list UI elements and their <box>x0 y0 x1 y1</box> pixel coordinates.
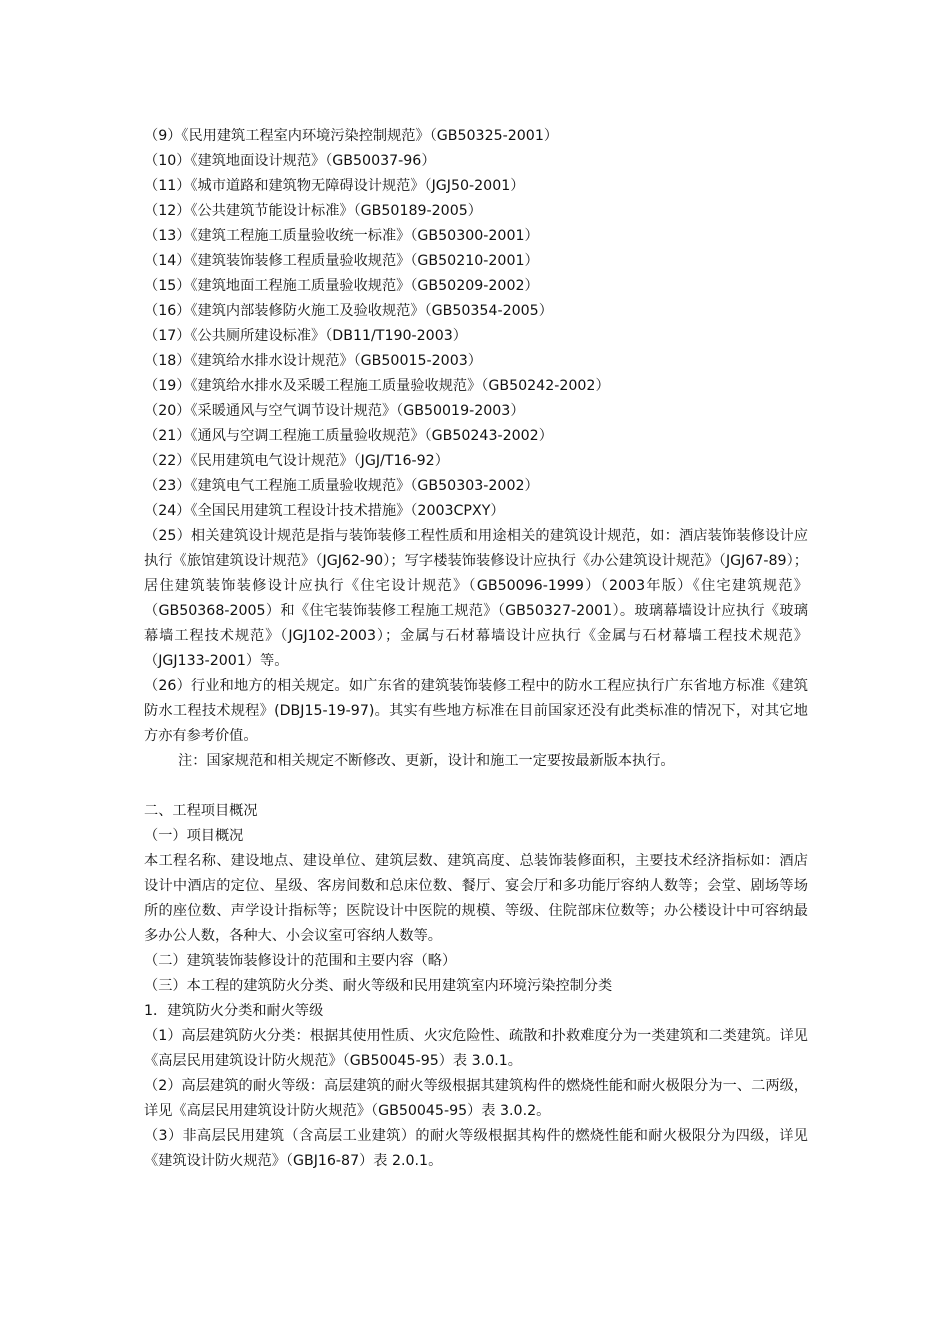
list-item: （11）《城市道路和建筑物无障碍设计规范》（JGJ50-2001） <box>144 178 525 194</box>
list-item: （23）《建筑电气工程施工质量验收规范》（GB50303-2002） <box>144 478 539 494</box>
list-item: （10）《建筑地面设计规范》（GB50037-96） <box>144 153 436 169</box>
list-item: （17）《公共厕所建设标准》（DB11/T190-2003） <box>144 328 467 344</box>
blank-line <box>144 774 808 799</box>
item-25-paragraph: （25）相关建筑设计规范是指与装饰装修工程性质和用途相关的建筑设计规范，如：酒店装饰装修设计应执行《旅馆建筑设计规范》（JGJ62-90）；写字楼装饰装修设计应执行《办公建筑设计规范》（JGJ67-89）；居住建筑装饰装修设计应执行《住宅设计规范》（GB50096-1999）（2003年版）《住宅建筑规范》（GB50368-2005）和《住宅装饰装修工程施工规范》（GB50327-2001）。玻璃幕墙设计应执行《玻璃幕墙工程技术规范》（JGJ102-2003）；金属与石材幕墙设计应执行《金属与石材幕墙工程技术规范》（JGJ133-2001）等。 <box>144 528 808 669</box>
fire-rating-paragraph: （2）高层建筑的耐火等级：高层建筑的耐火等级根据其建筑构件的燃烧性能和耐火极限分为一、二两级，详见《高层民用建筑设计防火规范》（GB50045-95）表 3.0.2。 <box>144 1078 808 1119</box>
list-item: （12）《公共建筑节能设计标准》（GB50189-2005） <box>144 203 482 219</box>
list-item: （22）《民用建筑电气设计规范》（JGJ/T16-92） <box>144 453 449 469</box>
list-item: （16）《建筑内部装修防火施工及验收规范》（GB50354-2005） <box>144 303 553 319</box>
point-heading: 1．建筑防火分类和耐火等级 <box>144 1003 324 1019</box>
item-26-paragraph: （26）行业和地方的相关规定。如广东省的建筑装饰装修工程中的防水工程应执行广东省地方标准《建筑防水工程技术规程》(DBJ15-19-97)。其实有些地方标准在目前国家还没有此类标准的情况下，对其它地方亦有参考价值。 <box>144 678 808 744</box>
list-item: （14）《建筑装饰装修工程质量验收规范》（GB50210-2001） <box>144 253 539 269</box>
standards-list <box>144 124 808 524</box>
list-item: （18）《建筑给水排水设计规范》（GB50015-2003） <box>144 353 482 369</box>
non-highrise-rating-paragraph: （3）非高层民用建筑（含高层工业建筑）的耐火等级根据其构件的燃烧性能和耐火极限分为四级，详见《建筑设计防火规范》（GBJ16-87）表 2.0.1。 <box>144 1128 808 1169</box>
list-item: （9）《民用建筑工程室内环境污染控制规范》（GB50325-2001） <box>144 128 559 144</box>
project-overview-paragraph: 本工程名称、建设地点、建设单位、建筑层数、建筑高度、总装饰装修面积，主要技术经济指标如：酒店设计中酒店的定位、星级、客房间数和总床位数、餐厅、宴会厅和多功能厅容纳人数等；会堂、剧场等场所的座位数、声学设计指标等；医院设计中医院的规模、等级、住院部床位数等；办公楼设计中可容纳最多办公人数，各种大、小会议室可容纳人数等。 <box>144 853 808 944</box>
fire-classification-paragraph: （1）高层建筑防火分类：根据其使用性质、火灾危险性、疏散和扑救难度分为一类建筑和二类建筑。详见《高层民用建筑设计防火规范》（GB50045-95）表 3.0.1。 <box>144 1028 808 1069</box>
list-item: （19）《建筑给水排水及采暖工程施工质量验收规范》（GB50242-2002） <box>144 378 610 394</box>
list-item: （13）《建筑工程施工质量验收统一标准》（GB50300-2001） <box>144 228 539 244</box>
section-heading: 二、工程项目概况 <box>144 803 258 819</box>
list-item: （15）《建筑地面工程施工质量验收规范》（GB50209-2002） <box>144 278 539 294</box>
subsection-heading: （二）建筑装饰装修设计的范围和主要内容（略） <box>144 953 457 969</box>
subsection-heading: （一）项目概况 <box>144 828 244 844</box>
list-item: （21）《通风与空调工程施工质量验收规范》（GB50243-2002） <box>144 428 553 444</box>
list-item: （24）《全国民用建筑工程设计技术措施》（2003CPXY） <box>144 503 505 519</box>
list-item: （20）《采暖通风与空气调节设计规范》（GB50019-2003） <box>144 403 525 419</box>
document-page <box>144 124 808 1174</box>
note-paragraph: 注：国家规范和相关规定不断修改、更新，设计和施工一定要按最新版本执行。 <box>178 753 675 769</box>
subsection-heading: （三）本工程的建筑防火分类、耐火等级和民用建筑室内环境污染控制分类 <box>144 978 613 994</box>
